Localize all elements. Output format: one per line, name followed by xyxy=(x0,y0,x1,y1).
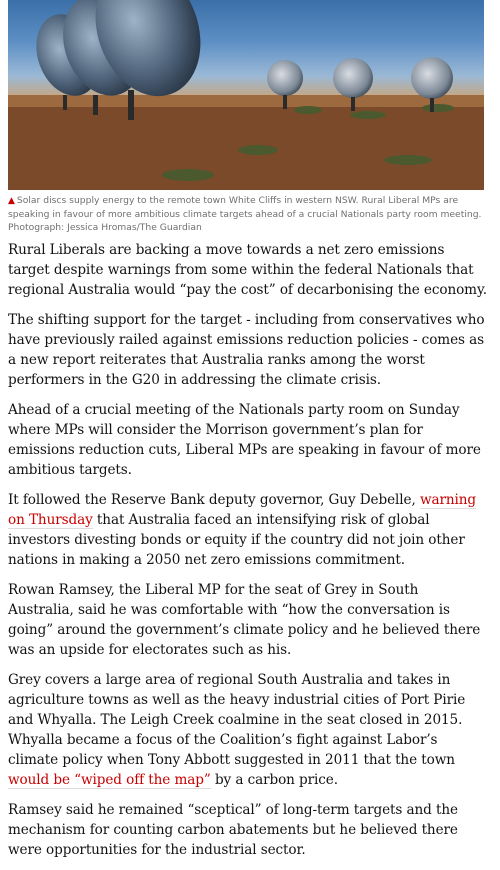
paragraph-text: by a carbon price. xyxy=(210,772,338,788)
paragraph xyxy=(8,670,488,790)
paragraph: Rowan Ramsey, the Liberal MP for the seat of Grey in South Australia, said he was comfortable with “how the conversation is going” around the government’s climate policy and he believed there was an upside for electorates such as his. xyxy=(8,582,481,658)
solar-discs-illustration xyxy=(8,0,484,190)
paragraph: The shifting support for the target - including from conservatives who have previously railed against emissions reduction policies - comes as a new report reiterates that Australia ranks among the worst performers in the G20 in addressing the climate crisis. xyxy=(8,312,485,388)
triangle-up-icon: ▲ xyxy=(8,196,15,206)
link-wiped-off-the-map[interactable]: would be “wiped off the map” xyxy=(8,772,211,788)
link-warning-on-thursday[interactable]: warning on Thursday xyxy=(8,492,477,528)
image-caption xyxy=(8,194,484,234)
paragraph xyxy=(8,490,488,570)
paragraph: Ramsey said he remained “sceptical” of long-term targets and the mechanism for counting carbon abatements but he believed there were opportunities for the industrial sector. xyxy=(8,802,458,858)
caption-text: Solar discs supply energy to the remote town White Cliffs in western NSW. Rural Liberal MPs are speaking in favour of more ambitious climate targets ahead of a crucial Nationals party room meeting. Photograph: Jessica Hromas/The Guardian xyxy=(8,195,482,233)
hero-photo xyxy=(8,0,484,190)
paragraph: Ahead of a crucial meeting of the Nationals party room on Sunday where MPs will consider the Morrison government’s plan for emissions reduction cuts, Liberal MPs are speaking in favour of more ambitious targets. xyxy=(8,402,481,478)
paragraph: Rural Liberals are backing a move towards a net zero emissions target despite warnings from some within the federal Nationals that regional Australia would “pay the cost” of decarbonising the economy. xyxy=(8,242,487,298)
paragraph-text: It followed the Reserve Bank deputy governor, Guy Debelle, xyxy=(8,492,420,508)
paragraph-text: Grey covers a large area of regional South Australia and takes in agriculture towns as well as the heavy industrial cities of Port Pirie and Whyalla. The Leigh Creek coalmine in the seat closed in 2015. Whyalla became a focus of the Coalition’s fight against Labor’s climate policy when Tony Abbott suggested in 2011 that the town xyxy=(8,672,466,768)
paragraph-text: that Australia faced an intensifying risk of global investors divesting bonds or equity if the country did not join other nations in making a 2050 net zero emissions commitment. xyxy=(8,512,465,568)
article-body xyxy=(8,240,488,870)
